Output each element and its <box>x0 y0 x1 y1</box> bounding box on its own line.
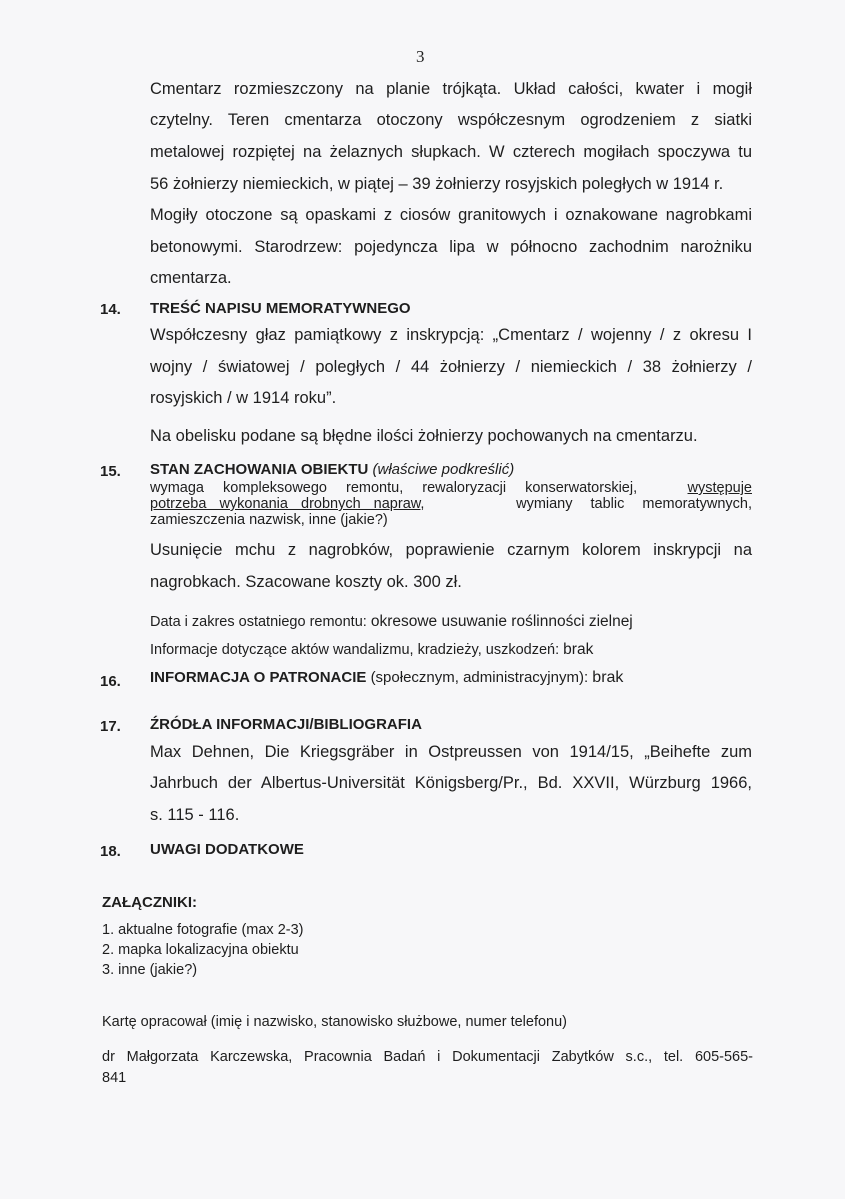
section-15-heading-note: (właściwe podkreślić) <box>372 461 515 478</box>
vandalism-label: Informacje dotyczące aktów wandalizmu, kradzieży, uszkodzeń: <box>150 642 560 658</box>
description-line: czytelny. Teren cmentarza otoczony współczesnym ogrodzeniem z siatki <box>150 111 752 129</box>
section-16-heading-note: (społecznym, administracyjnym): <box>370 669 589 686</box>
description-line: metalowej rozpiętej na żelaznych słupkach. W czterech mogiłach spoczywa tu <box>150 143 752 161</box>
section-14-number: 14. <box>100 301 121 318</box>
condition-answer-line: nagrobkach. Szacowane koszty ok. 300 zł. <box>150 573 462 591</box>
section-14-heading: TREŚĆ NAPISU MEMORATYWNEGO <box>150 300 411 317</box>
attachments-heading: ZAŁĄCZNIKI: <box>102 894 197 911</box>
inscription-line: Współczesny głaz pamiątkowy z inskrypcją: „Cmentarz / wojenny / z okresu I <box>150 326 752 344</box>
last-repair-label: Data i zakres ostatniego remontu: <box>150 614 367 630</box>
inscription-line: rosyjskich / w 1914 roku”. <box>150 389 337 407</box>
vandalism-line <box>150 641 593 659</box>
author-label: Kartę opracował (imię i nazwisko, stanowisko służbowe, numer telefonu) <box>102 1014 568 1030</box>
attachment-item: 3. inne (jakie?) <box>102 962 198 978</box>
section-16-number: 16. <box>100 673 121 690</box>
condition-options-underlined: potrzeba wykonania drobnych napraw, <box>150 496 425 512</box>
last-repair-value: okresowe usuwanie roślinności zielnej <box>370 613 633 630</box>
section-17-heading: ŹRÓDŁA INFORMACJI/BIBLIOGRAFIA <box>150 716 422 733</box>
section-16-value: brak <box>592 669 624 686</box>
vandalism-value: brak <box>563 641 594 658</box>
description-line: Cmentarz rozmieszczony na planie trójkąta. Układ całości, kwater i mogił <box>150 80 752 98</box>
page-number: 3 <box>416 47 425 66</box>
author-value: 841 <box>102 1070 127 1086</box>
condition-options-line <box>150 496 752 512</box>
description-line: betonowymi. Starodrzew: pojedyncza lipa w północno zachodnim narożniku <box>150 238 752 256</box>
section-15-heading: STAN ZACHOWANIA OBIEKTU <box>150 461 369 478</box>
attachment-item: 2. mapka lokalizacyjna obiektu <box>102 942 299 958</box>
description-line: Mogiły otoczone są opaskami z ciosów granitowych i oznakowane nagrobkami <box>150 206 752 224</box>
section-15-number: 15. <box>100 463 121 480</box>
attachment-item: 1. aktualne fotografie (max 2-3) <box>102 922 304 938</box>
section-18-number: 18. <box>100 843 121 860</box>
condition-options-text: wymaga kompleksowego remontu, rewaloryzacji konserwatorskiej, <box>150 480 638 496</box>
bibliography-line: Max Dehnen, Die Kriegsgräber in Ostpreussen von 1914/15, „Beihefte zum <box>150 743 752 761</box>
condition-options-text: wymiany tablic memoratywnych, <box>516 496 752 512</box>
section-17-number: 17. <box>100 718 121 735</box>
section-18-heading: UWAGI DODATKOWE <box>150 841 304 858</box>
condition-answer-line: Usunięcie mchu z nagrobków, poprawienie czarnym kolorem inskrypcji na <box>150 541 752 559</box>
last-repair-line <box>150 613 633 631</box>
inscription-note: Na obelisku podane są błędne ilości żołnierzy pochowanych na cmentarzu. <box>150 427 698 445</box>
description-line: 56 żołnierzy niemieckich, w piątej – 39 żołnierzy rosyjskich poległych w 1914 r. <box>150 175 724 193</box>
description-line: cmentarza. <box>150 269 232 287</box>
author-value: dr Małgorzata Karczewska, Pracownia Badań i Dokumentacji Zabytków s.c., tel. 605-565- <box>102 1049 753 1065</box>
condition-options-underlined: występuje <box>687 480 752 496</box>
condition-options-line: zamieszczenia nazwisk, inne (jakie?) <box>150 512 388 528</box>
section-16-line <box>150 669 623 687</box>
bibliography-line: Jahrbuch der Albertus-Universität Königsberg/Pr., Bd. XXVII, Würzburg 1966, <box>150 774 752 792</box>
bibliography-line: s. 115 - 116. <box>150 806 240 824</box>
section-15-heading-line <box>150 461 514 478</box>
inscription-line: wojny / światowej / poległych / 44 żołnierzy / niemieckich / 38 żołnierzy / <box>150 358 752 376</box>
condition-options-line <box>150 480 752 496</box>
section-16-heading: INFORMACJA O PATRONACIE <box>150 669 367 686</box>
